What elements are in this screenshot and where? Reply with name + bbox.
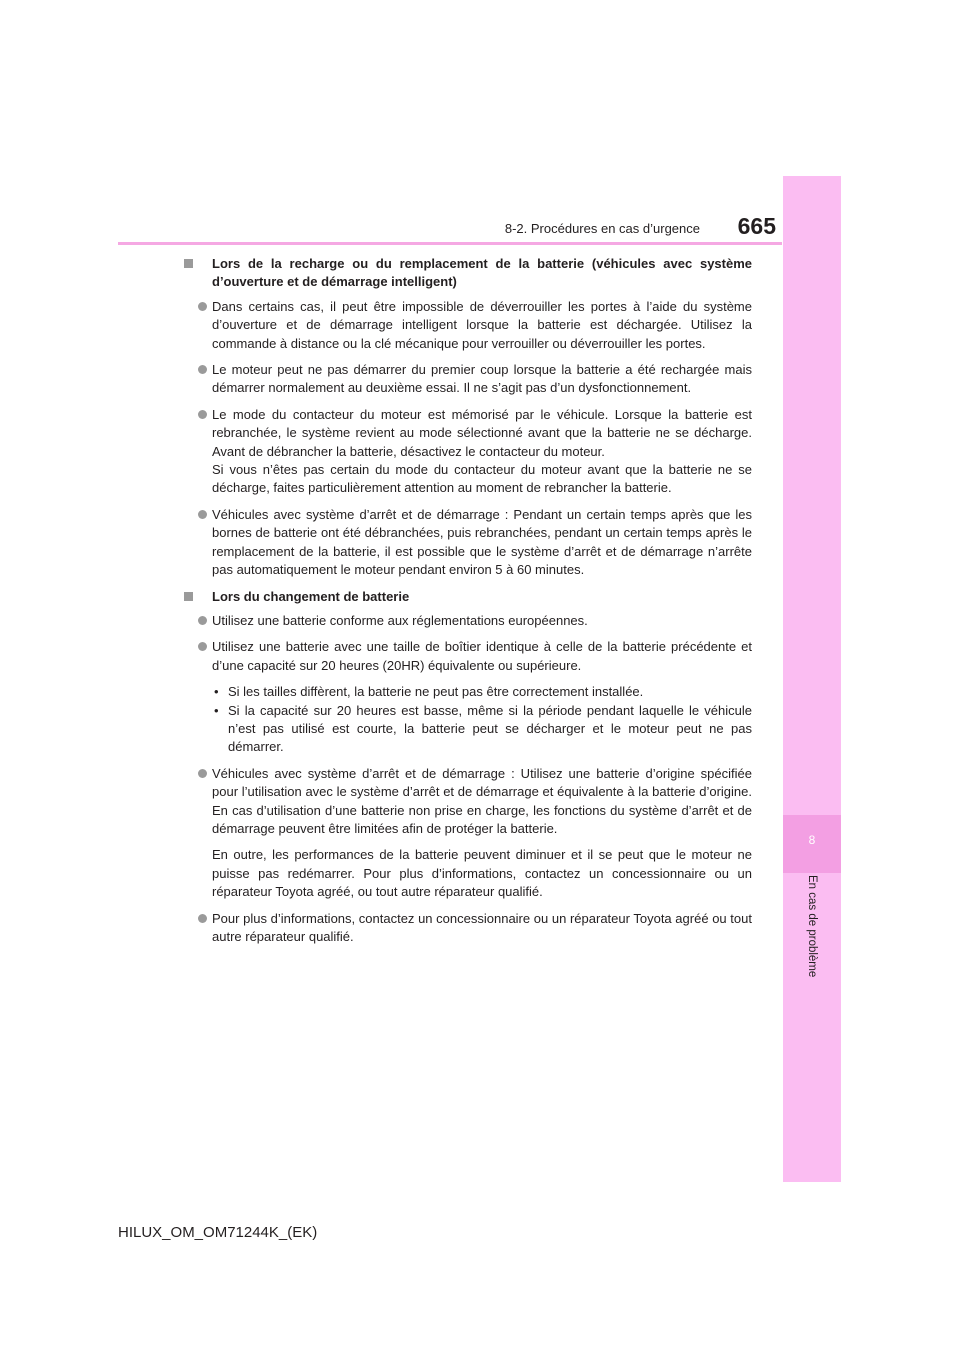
list-item: [184, 612, 752, 630]
list-item-text: Le moteur peut ne pas démarrer du premier coup lorsque la batterie a été rechargée mais démarrer normalement au deuxième essai. Il ne s’agit pas d’un dysfonctionnement.: [212, 362, 752, 396]
section-heading: [184, 255, 752, 292]
list-item-text-continued: En outre, les performances de la batterie peuvent diminuer et il se peut que le moteur ne puisse pas redémarrer. Pour plus d’informations, contactez un concessionnaire ou un réparateur Toyota agréé, ou tout autre réparateur qualifié.: [212, 847, 752, 900]
header-rule: [118, 242, 782, 245]
circle-bullet-icon: [198, 302, 207, 311]
sub-bullet-text: Si la capacité sur 20 heures est basse, même si la période pendant laquelle le véhicule n’est pas utilisé est courte, la batterie peut se décharger et le moteur peut ne pas démarrer.: [228, 702, 752, 755]
chapter-number: 8: [808, 833, 816, 847]
circle-bullet-icon: [198, 510, 207, 519]
list-item: [184, 765, 752, 902]
circle-bullet-icon: [198, 769, 207, 778]
list-item-text: Dans certains cas, il peut être impossible de déverrouiller les portes à l’aide du système d’ouverture et de démarrage intelligent lorsque la batterie est déchargée. Utilisez la commande à distance ou la clé mécanique pour verrouiller ou déverrouiller les portes.: [212, 298, 752, 351]
sub-bullet-item: • Si les tailles diffèrent, la batterie ne peut pas être correctement installée.: [214, 684, 644, 700]
circle-bullet-icon: [198, 642, 207, 651]
circle-bullet-icon: [198, 616, 207, 625]
circle-bullet-icon: [198, 410, 207, 419]
sub-bullet-list: [212, 683, 752, 757]
list-item-text: Véhicules avec système d’arrêt et de démarrage : Pendant un certain temps après que les bornes de batterie ont été débranchées, puis rebranchées, pendant un certain temps après le remplacement de la batterie, il est possible que le système d’arrêt et de démarrage n’arrête pas automatiquement le moteur pendant environ 5 à 60 minutes.: [212, 506, 752, 578]
square-bullet-icon: [184, 259, 193, 268]
sub-bullet-item: • Si la capacité sur 20 heures est basse, même si la période pendant laquelle le véhicule n’est pas utilisé est courte, la batterie peut se décharger et le moteur peut ne pas démarrer.: [214, 702, 752, 755]
sub-bullet-text: Si les tailles diffèrent, la batterie ne peut pas être correctement installée.: [228, 684, 644, 700]
section-heading: [184, 588, 752, 606]
list-item-text: Utilisez une batterie avec une taille de boîtier identique à celle de la batterie précédente et d’une capacité sur 20 heures (20HR) équivalente ou supérieure.: [212, 639, 752, 673]
list-item: [184, 910, 752, 947]
section-heading-text: Lors du changement de batterie: [212, 588, 410, 604]
list-item-text-continued: Si vous n’êtes pas certain du mode du contacteur du moteur avant que la batterie ne se décharge, faites particulièrement attention au moment de rebrancher la batterie.: [212, 462, 752, 496]
list-item: [184, 361, 752, 398]
footer-doc-id: HILUX_OM_OM71244K_(EK): [118, 1224, 318, 1241]
square-bullet-icon: [184, 592, 193, 601]
side-tab: [783, 176, 841, 1182]
circle-bullet-icon: [198, 914, 207, 923]
section-heading-text: Lors de la recharge ou du remplacement de la batterie (véhicules avec système d’ouverture et de démarrage intelligent): [212, 256, 752, 290]
page-number: 665: [737, 213, 776, 239]
chapter-title: En cas de problème: [806, 875, 818, 978]
list-item-text: Pour plus d’informations, contactez un concessionnaire ou un réparateur Toyota agréé ou tout autre réparateur qualifié.: [212, 910, 752, 944]
header-section-title: 8-2. Procédures en cas d’urgence: [504, 221, 700, 236]
list-item-text: Véhicules avec système d’arrêt et de démarrage : Utilisez une batterie d’origine spécifiée pour l’utilisation avec le système d’arrêt et de démarrage et équivalente à la batterie d’origine. En cas d’utilisation d’une batterie non prise en charge, les fonctions du système d’arrêt et de démarrage peuvent être limitées afin de protéger la batterie.: [212, 765, 752, 836]
list-item: [184, 406, 752, 498]
main-content: [212, 255, 752, 954]
list-item-text: Utilisez une batterie conforme aux réglementations européennes.: [212, 612, 588, 628]
circle-bullet-icon: [198, 365, 207, 374]
list-item: [184, 298, 752, 353]
list-item-text: Le mode du contacteur du moteur est mémorisé par le véhicule. Lorsque la batterie est rebranchée, le système revient au mode sélectionné avant que la batterie ne se décharge. Avant de débrancher la batterie, désactivez le contacteur du moteur.: [212, 406, 752, 459]
list-item: [184, 638, 752, 756]
list-item: [184, 506, 752, 580]
